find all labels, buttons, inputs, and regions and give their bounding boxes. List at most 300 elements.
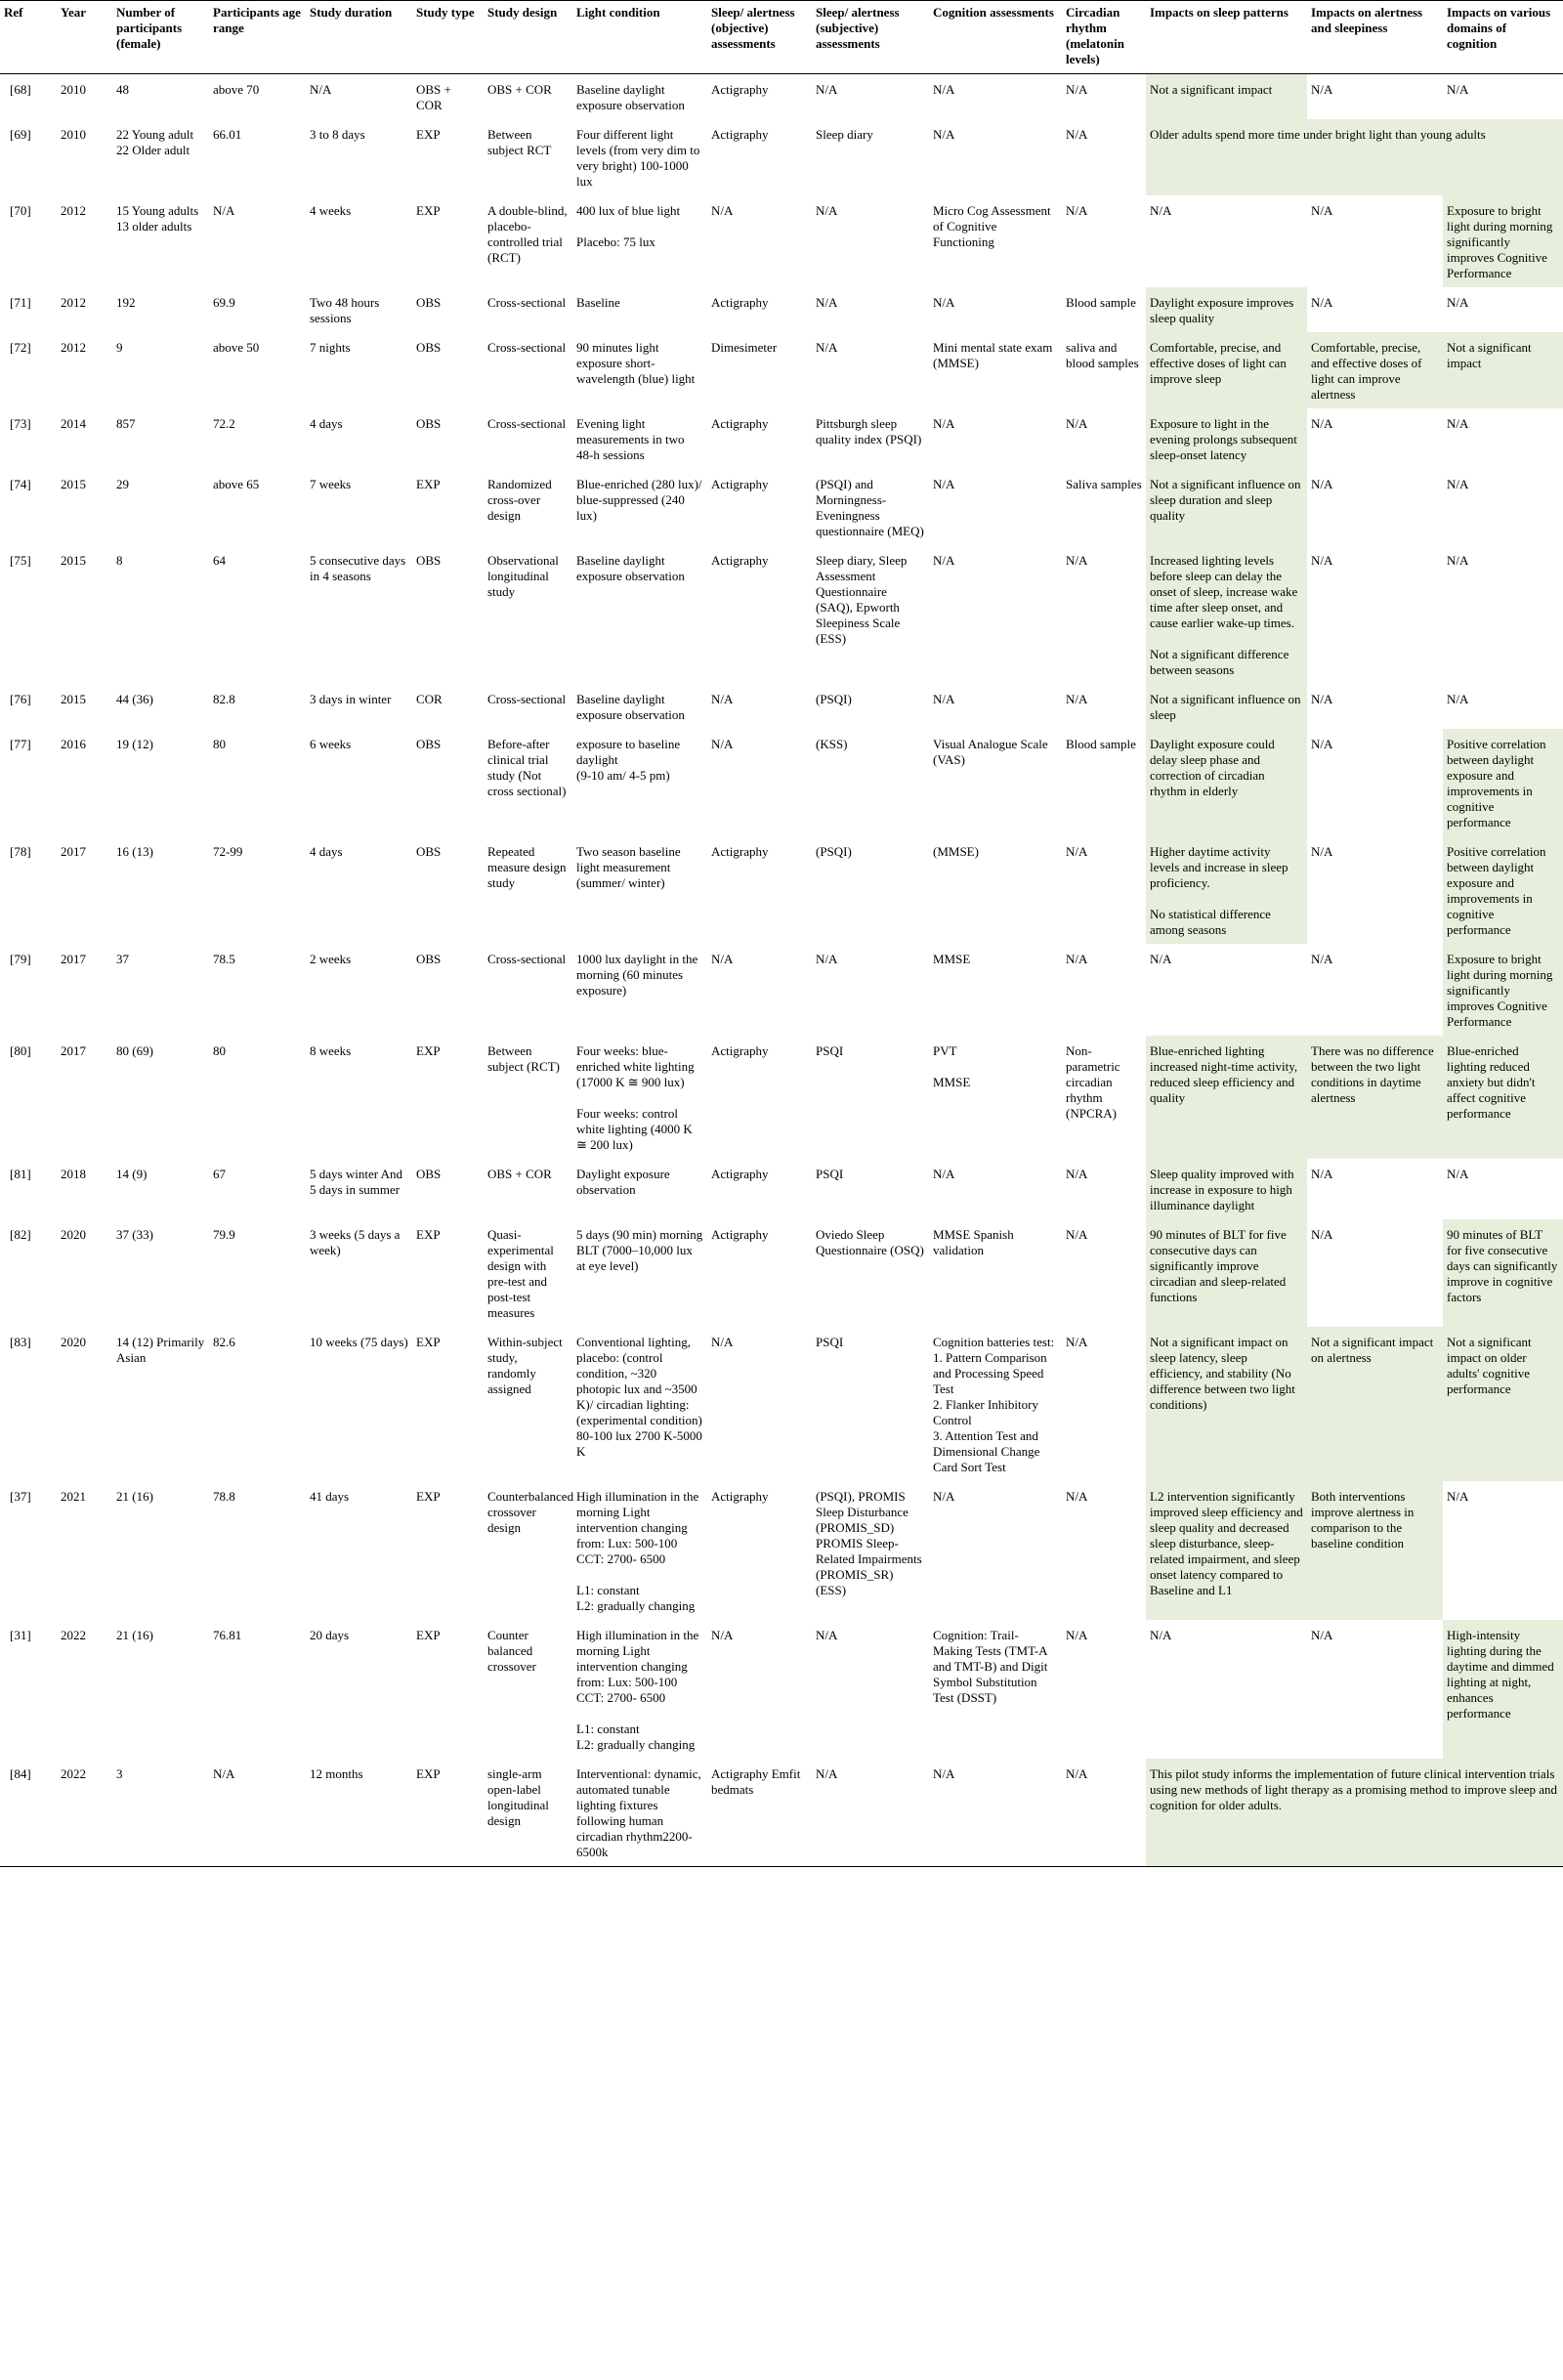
circadian-text: Non-parametric circadian rhythm (NPCRA)	[1066, 1043, 1120, 1121]
light-condition-text: 1000 lux daylight in the morning (60 minutes exposure)	[576, 952, 698, 998]
ref-text: [68]	[10, 82, 31, 97]
study-type-cell	[412, 684, 484, 729]
age-text: 72-99	[213, 844, 243, 859]
subjective-assessment-text: N/A	[816, 952, 838, 966]
light-condition-cell	[572, 944, 707, 1036]
ref-text: [82]	[10, 1227, 31, 1242]
age-cell	[209, 287, 306, 332]
ref-cell	[0, 1219, 57, 1327]
light-condition-cell	[572, 74, 707, 120]
circadian-cell	[1062, 195, 1146, 287]
study-design-cell	[484, 1620, 572, 1759]
participants-cell	[112, 119, 209, 195]
age-cell	[209, 545, 306, 684]
objective-assessment-cell	[707, 729, 812, 836]
age-cell	[209, 469, 306, 545]
cognition-impact-text: N/A	[1447, 553, 1469, 568]
age-text: 82.8	[213, 692, 235, 706]
participants-text: 21 (16)	[116, 1489, 153, 1504]
ref-text: [73]	[10, 416, 31, 431]
combined-impact-text: Older adults spend more time under bright light than young adults	[1150, 127, 1486, 142]
ref-cell	[0, 1481, 57, 1620]
duration-cell	[306, 74, 412, 120]
participants-cell	[112, 408, 209, 469]
study-design-text: Randomized cross-over design	[487, 477, 552, 523]
ref-cell	[0, 1327, 57, 1481]
participants-cell	[112, 1620, 209, 1759]
ref-text: [84]	[10, 1766, 31, 1781]
cognition-assessment-cell	[929, 684, 1062, 729]
objective-assessment-text: Actigraphy	[711, 82, 769, 97]
circadian-text: N/A	[1066, 1489, 1088, 1504]
cognition-impact-cell	[1443, 944, 1563, 1036]
year-text: 2010	[61, 127, 86, 142]
year-cell	[57, 729, 112, 836]
circadian-cell	[1062, 1327, 1146, 1481]
study-type-cell	[412, 1159, 484, 1219]
objective-assessment-cell	[707, 408, 812, 469]
participants-cell	[112, 836, 209, 944]
duration-cell	[306, 332, 412, 408]
participants-text: 14 (9)	[116, 1167, 148, 1181]
light-condition-cell	[572, 287, 707, 332]
study-type-text: EXP	[416, 1489, 441, 1504]
combined-impact-text: This pilot study informs the implementation of future clinical intervention trials using new methods of light therapy as a promising method to improve sleep and cognition for older adults.	[1150, 1766, 1558, 1812]
ref-cell	[0, 684, 57, 729]
cognition-assessment-text: N/A	[933, 692, 955, 706]
duration-text: 3 weeks (5 days a week)	[310, 1227, 401, 1257]
cognition-assessment-cell	[929, 836, 1062, 944]
study-design-text: Between subject RCT	[487, 127, 552, 157]
year-cell	[57, 287, 112, 332]
cognition-assessment-cell	[929, 287, 1062, 332]
table-row	[0, 1159, 1563, 1219]
duration-text: 4 days	[310, 844, 343, 859]
sleep-impact-text: 90 minutes of BLT for five consecutive days can significantly improve circadian and sleep-related functions	[1150, 1227, 1287, 1304]
year-cell	[57, 469, 112, 545]
study-type-text: EXP	[416, 1043, 441, 1058]
age-text: above 65	[213, 477, 260, 491]
objective-assessment-cell	[707, 195, 812, 287]
subjective-assessment-text: (PSQI)	[816, 692, 852, 706]
alertness-impact-text: N/A	[1311, 692, 1333, 706]
study-type-text: EXP	[416, 1335, 441, 1349]
light-condition-text: 5 days (90 min) morning BLT (7000–10,000 lux at eye level)	[576, 1227, 703, 1273]
study-type-cell	[412, 1620, 484, 1759]
circadian-text: N/A	[1066, 1628, 1088, 1642]
cognition-assessment-text: N/A	[933, 553, 955, 568]
duration-text: 3 to 8 days	[310, 127, 365, 142]
circadian-cell	[1062, 1036, 1146, 1159]
circadian-text: N/A	[1066, 1227, 1088, 1242]
subjective-assessment-cell	[812, 729, 929, 836]
alertness-impact-cell	[1307, 1327, 1443, 1481]
light-condition-text: Four weeks: blue-enriched white lighting (17000 K ≅ 900 lux) Four weeks: control white lighting (4000 K ≅ 200 lux)	[576, 1043, 695, 1152]
study-type-text: EXP	[416, 477, 441, 491]
subjective-assessment-cell	[812, 408, 929, 469]
objective-assessment-text: Actigraphy	[711, 1167, 769, 1181]
study-type-text: OBS	[416, 553, 442, 568]
age-cell	[209, 944, 306, 1036]
objective-assessment-text: Actigraphy	[711, 127, 769, 142]
age-text: 82.6	[213, 1335, 235, 1349]
header-objective: Sleep/ alertness (objective) assessments	[707, 1, 812, 74]
duration-text: 3 days in winter	[310, 692, 392, 706]
header-ref: Ref	[0, 1, 57, 74]
sleep-impact-text: Comfortable, precise, and effective doses of light can improve sleep	[1150, 340, 1287, 386]
study-design-text: Cross-sectional	[487, 295, 567, 310]
study-type-text: COR	[416, 692, 443, 706]
objective-assessment-text: Actigraphy	[711, 416, 769, 431]
age-text: 67	[213, 1167, 226, 1181]
age-cell	[209, 1327, 306, 1481]
ref-cell	[0, 469, 57, 545]
study-type-cell	[412, 1759, 484, 1867]
study-design-cell	[484, 1759, 572, 1867]
objective-assessment-text: N/A	[711, 952, 734, 966]
light-condition-text: 400 lux of blue light Placebo: 75 lux	[576, 203, 681, 249]
duration-text: 5 days winter And 5 days in summer	[310, 1167, 402, 1197]
year-text: 2014	[61, 416, 86, 431]
table-header	[0, 1, 1563, 74]
study-design-text: Before-after clinical trial study (Not cross sectional)	[487, 737, 567, 798]
alertness-impact-cell	[1307, 1159, 1443, 1219]
sleep-impact-text: Increased lighting levels before sleep can delay the onset of sleep, increase wake time after sleep onset, and cause earlier wake-up times. Not a significant difference between seasons	[1150, 553, 1298, 677]
duration-cell	[306, 1159, 412, 1219]
duration-text: 4 weeks	[310, 203, 352, 218]
duration-text: 8 weeks	[310, 1043, 352, 1058]
participants-cell	[112, 1159, 209, 1219]
study-design-cell	[484, 195, 572, 287]
study-design-cell	[484, 1327, 572, 1481]
objective-assessment-cell	[707, 944, 812, 1036]
subjective-assessment-text: Sleep diary	[816, 127, 873, 142]
light-condition-text: Baseline	[576, 295, 620, 310]
age-text: 69.9	[213, 295, 235, 310]
age-cell	[209, 1219, 306, 1327]
circadian-text: Saliva samples	[1066, 477, 1142, 491]
cognition-assessment-text: (MMSE)	[933, 844, 979, 859]
cognition-assessment-cell	[929, 729, 1062, 836]
sleep-impact-cell	[1146, 287, 1307, 332]
cognition-assessment-text: Micro Cog Assessment of Cognitive Functioning	[933, 203, 1051, 249]
objective-assessment-text: Actigraphy	[711, 1489, 769, 1504]
ref-text: [70]	[10, 203, 31, 218]
year-text: 2020	[61, 1335, 86, 1349]
objective-assessment-cell	[707, 74, 812, 120]
study-design-text: Counter balanced crossover	[487, 1628, 536, 1674]
sleep-impact-text: Not a significant impact	[1150, 82, 1273, 97]
objective-assessment-text: N/A	[711, 1628, 734, 1642]
ref-cell	[0, 332, 57, 408]
year-cell	[57, 545, 112, 684]
cognition-impact-text: N/A	[1447, 692, 1469, 706]
age-text: above 50	[213, 340, 260, 355]
circadian-cell	[1062, 332, 1146, 408]
table-row	[0, 287, 1563, 332]
circadian-text: Blood sample	[1066, 737, 1136, 751]
light-condition-cell	[572, 684, 707, 729]
header-cognition: Cognition assessments	[929, 1, 1062, 74]
cognition-assessment-text: MMSE Spanish validation	[933, 1227, 1014, 1257]
sleep-impact-text: Daylight exposure could delay sleep phase and correction of circadian rhythm in elderly	[1150, 737, 1275, 798]
duration-text: 7 weeks	[310, 477, 352, 491]
cognition-assessment-text: MMSE	[933, 952, 971, 966]
year-cell	[57, 119, 112, 195]
ref-cell	[0, 74, 57, 120]
header-design: Study design	[484, 1, 572, 74]
light-condition-text: Baseline daylight exposure observation	[576, 82, 685, 112]
header-sleep-impact: Impacts on sleep patterns	[1146, 1, 1307, 74]
objective-assessment-text: Actigraphy Emfit bedmats	[711, 1766, 801, 1797]
study-design-text: Cross-sectional	[487, 416, 567, 431]
cognition-impact-cell	[1443, 1481, 1563, 1620]
alertness-impact-cell	[1307, 545, 1443, 684]
cognition-assessment-text: Cognition batteries test: 1. Pattern Comparison and Processing Speed Test 2. Flanker Inhibitory Control 3. Attention Test and Dimensional Change Card Sort Test	[933, 1335, 1055, 1474]
sleep-impact-text: Not a significant influence on sleep	[1150, 692, 1301, 722]
duration-text: 4 days	[310, 416, 343, 431]
subjective-assessment-cell	[812, 332, 929, 408]
cognition-impact-text: High-intensity lighting during the daytime and dimmed lighting at night, enhances performance	[1447, 1628, 1554, 1721]
circadian-cell	[1062, 944, 1146, 1036]
objective-assessment-text: Actigraphy	[711, 1043, 769, 1058]
ref-cell	[0, 408, 57, 469]
age-text: 66.01	[213, 127, 242, 142]
alertness-impact-cell	[1307, 1219, 1443, 1327]
subjective-assessment-cell	[812, 1219, 929, 1327]
study-type-cell	[412, 836, 484, 944]
duration-cell	[306, 684, 412, 729]
duration-cell	[306, 287, 412, 332]
circadian-cell	[1062, 287, 1146, 332]
header-type: Study type	[412, 1, 484, 74]
circadian-text: N/A	[1066, 82, 1088, 97]
sleep-impact-text: N/A	[1150, 952, 1172, 966]
sleep-impact-cell	[1146, 1036, 1307, 1159]
circadian-cell	[1062, 729, 1146, 836]
cognition-impact-text: N/A	[1447, 82, 1469, 97]
study-design-text: Cross-sectional	[487, 340, 567, 355]
light-condition-cell	[572, 729, 707, 836]
cognition-assessment-text: N/A	[933, 1766, 955, 1781]
objective-assessment-text: Actigraphy	[711, 1227, 769, 1242]
study-design-cell	[484, 469, 572, 545]
study-type-text: EXP	[416, 1628, 441, 1642]
participants-cell	[112, 729, 209, 836]
objective-assessment-text: N/A	[711, 692, 734, 706]
alertness-impact-cell	[1307, 1036, 1443, 1159]
objective-assessment-cell	[707, 332, 812, 408]
year-text: 2012	[61, 203, 86, 218]
sleep-impact-cell	[1146, 195, 1307, 287]
alertness-impact-text: N/A	[1311, 1227, 1333, 1242]
study-design-text: Cross-sectional	[487, 952, 567, 966]
subjective-assessment-cell	[812, 1327, 929, 1481]
circadian-text: N/A	[1066, 1335, 1088, 1349]
objective-assessment-cell	[707, 545, 812, 684]
participants-text: 48	[116, 82, 129, 97]
ref-text: [76]	[10, 692, 31, 706]
study-type-cell	[412, 287, 484, 332]
objective-assessment-cell	[707, 1481, 812, 1620]
subjective-assessment-cell	[812, 119, 929, 195]
light-condition-text: 90 minutes light exposure short-wavelength (blue) light	[576, 340, 696, 386]
study-design-cell	[484, 287, 572, 332]
circadian-text: N/A	[1066, 416, 1088, 431]
alertness-impact-text: Comfortable, precise, and effective doses of light can improve alertness	[1311, 340, 1422, 402]
alertness-impact-text: N/A	[1311, 737, 1333, 751]
alertness-impact-text: N/A	[1311, 1167, 1333, 1181]
alertness-impact-text: N/A	[1311, 82, 1333, 97]
alertness-impact-cell	[1307, 74, 1443, 120]
table-row	[0, 332, 1563, 408]
sleep-impact-text: Daylight exposure improves sleep quality	[1150, 295, 1294, 325]
circadian-cell	[1062, 408, 1146, 469]
objective-assessment-text: Dimesimeter	[711, 340, 778, 355]
duration-cell	[306, 1759, 412, 1867]
participants-text: 44 (36)	[116, 692, 153, 706]
ref-text: [81]	[10, 1167, 31, 1181]
cognition-assessment-cell	[929, 332, 1062, 408]
study-design-text: OBS + COR	[487, 1167, 552, 1181]
circadian-cell	[1062, 119, 1146, 195]
table-row	[0, 1759, 1563, 1867]
subjective-assessment-cell	[812, 1759, 929, 1867]
alertness-impact-text: N/A	[1311, 553, 1333, 568]
circadian-cell	[1062, 1481, 1146, 1620]
header-duration: Study duration	[306, 1, 412, 74]
circadian-cell	[1062, 836, 1146, 944]
objective-assessment-cell	[707, 1327, 812, 1481]
subjective-assessment-text: PSQI	[816, 1335, 844, 1349]
header-circadian: Circadian rhythm (melatonin levels)	[1062, 1, 1146, 74]
cognition-assessment-cell	[929, 74, 1062, 120]
cognition-assessment-text: PVT MMSE	[933, 1043, 971, 1089]
alertness-impact-text: N/A	[1311, 416, 1333, 431]
alertness-impact-text: N/A	[1311, 295, 1333, 310]
duration-cell	[306, 1620, 412, 1759]
cognition-assessment-text: N/A	[933, 1167, 955, 1181]
subjective-assessment-cell	[812, 287, 929, 332]
participants-text: 80 (69)	[116, 1043, 153, 1058]
alertness-impact-cell	[1307, 1620, 1443, 1759]
cognition-impact-cell	[1443, 332, 1563, 408]
study-design-cell	[484, 684, 572, 729]
objective-assessment-text: N/A	[711, 737, 734, 751]
study-type-cell	[412, 729, 484, 836]
cognition-impact-text: Exposure to bright light during morning significantly improves Cognitive Performance	[1447, 203, 1553, 280]
participants-text: 37 (33)	[116, 1227, 153, 1242]
study-type-text: EXP	[416, 1766, 441, 1781]
study-design-cell	[484, 119, 572, 195]
study-type-text: OBS	[416, 1167, 442, 1181]
header-participants: Number of participants (female)	[112, 1, 209, 74]
sleep-impact-text: Not a significant influence on sleep duration and sleep quality	[1150, 477, 1301, 523]
study-design-cell	[484, 729, 572, 836]
participants-text: 14 (12) Primarily Asian	[116, 1335, 205, 1365]
light-condition-text: High illumination in the morning Light intervention changing from: Lux: 500-100 CCT: 2700- 6500 L1: constant L2: gradually changing	[576, 1489, 699, 1613]
objective-assessment-text: N/A	[711, 203, 734, 218]
cognition-impact-text: N/A	[1447, 295, 1469, 310]
ref-cell	[0, 119, 57, 195]
age-cell	[209, 119, 306, 195]
year-cell	[57, 1327, 112, 1481]
objective-assessment-cell	[707, 119, 812, 195]
alertness-impact-cell	[1307, 944, 1443, 1036]
year-cell	[57, 332, 112, 408]
year-text: 2012	[61, 340, 86, 355]
age-text: 78.8	[213, 1489, 235, 1504]
circadian-cell	[1062, 74, 1146, 120]
combined-impact-cell	[1146, 119, 1563, 195]
study-design-text: single-arm open-label longitudinal design	[487, 1766, 549, 1828]
cognition-impact-text: Positive correlation between daylight exposure and improvements in cognitive performance	[1447, 844, 1546, 937]
ref-cell	[0, 1036, 57, 1159]
participants-text: 29	[116, 477, 129, 491]
ref-text: [72]	[10, 340, 31, 355]
objective-assessment-cell	[707, 1036, 812, 1159]
participants-text: 22 Young adult 22 Older adult	[116, 127, 194, 157]
year-text: 2017	[61, 1043, 86, 1058]
alertness-impact-text: N/A	[1311, 952, 1333, 966]
duration-cell	[306, 729, 412, 836]
study-design-text: A double-blind, placebo-controlled trial (RCT)	[487, 203, 568, 265]
alertness-impact-text: N/A	[1311, 844, 1333, 859]
subjective-assessment-cell	[812, 469, 929, 545]
table-row	[0, 408, 1563, 469]
study-design-text: Observational longitudinal study	[487, 553, 559, 599]
participants-text: 192	[116, 295, 136, 310]
table-row	[0, 74, 1563, 120]
study-type-text: EXP	[416, 1227, 441, 1242]
year-text: 2016	[61, 737, 86, 751]
age-cell	[209, 1481, 306, 1620]
age-text: 76.81	[213, 1628, 242, 1642]
cognition-assessment-text: N/A	[933, 127, 955, 142]
duration-text: Two 48 hours sessions	[310, 295, 380, 325]
table-body	[0, 74, 1563, 1867]
cognition-assessment-cell	[929, 408, 1062, 469]
age-cell	[209, 74, 306, 120]
table-row	[0, 729, 1563, 836]
study-type-cell	[412, 1219, 484, 1327]
ref-cell	[0, 1159, 57, 1219]
participants-cell	[112, 469, 209, 545]
duration-text: 20 days	[310, 1628, 350, 1642]
cognition-impact-text: N/A	[1447, 1489, 1469, 1504]
subjective-assessment-text: N/A	[816, 203, 838, 218]
cognition-assessment-text: Visual Analogue Scale (VAS)	[933, 737, 1048, 767]
cognition-assessment-cell	[929, 1219, 1062, 1327]
duration-cell	[306, 836, 412, 944]
study-design-cell	[484, 944, 572, 1036]
objective-assessment-cell	[707, 836, 812, 944]
sleep-impact-text: Exposure to light in the evening prolongs subsequent sleep-onset latency	[1150, 416, 1297, 462]
circadian-text: saliva and blood samples	[1066, 340, 1139, 370]
subjective-assessment-cell	[812, 74, 929, 120]
light-condition-text: High illumination in the morning Light intervention changing from: Lux: 500-100 CCT: 2700- 6500 L1: constant L2: gradually changing	[576, 1628, 699, 1752]
sleep-impact-cell	[1146, 469, 1307, 545]
sleep-impact-cell	[1146, 944, 1307, 1036]
year-text: 2018	[61, 1167, 86, 1181]
duration-text: 12 months	[310, 1766, 363, 1781]
objective-assessment-cell	[707, 1159, 812, 1219]
cognition-impact-cell	[1443, 1620, 1563, 1759]
objective-assessment-cell	[707, 469, 812, 545]
study-type-cell	[412, 332, 484, 408]
subjective-assessment-text: (KSS)	[816, 737, 848, 751]
table-row	[0, 469, 1563, 545]
